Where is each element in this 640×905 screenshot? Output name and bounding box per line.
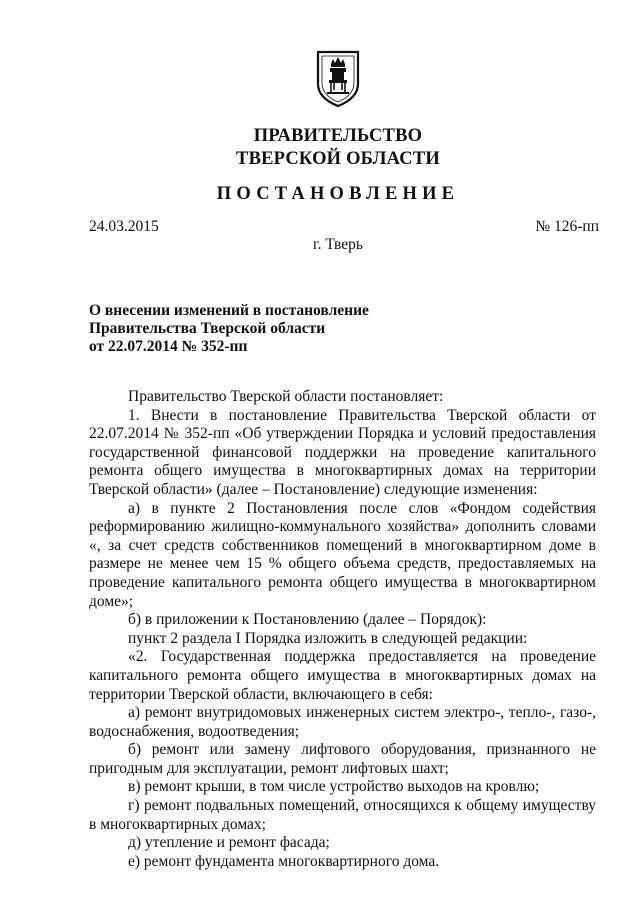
coat-of-arms-icon (315, 50, 361, 108)
organization-name-line2: ТВЕРСКОЙ ОБЛАСТИ (236, 149, 440, 169)
subject-line-3: от 22.07.2014 № 352-пп (89, 338, 248, 355)
document-subject (89, 302, 369, 356)
body-intro: Правительство Тверской области постановляет: (128, 388, 444, 405)
subject-line-2: Правительства Тверской области (89, 320, 326, 337)
organization-name-line1: ПРАВИТЕЛЬСТВО (253, 126, 423, 146)
body-point2-intro: пункт 2 раздела I Порядка изложить в следующей редакции: (128, 629, 528, 647)
body-sub-e: е) ремонт фундамента многоквартирного дома. (128, 852, 440, 870)
body-item-a: а) в пункте 2 Постановления после слов «Фондом содействия реформированию жилищно-коммунального хозяйства» дополнить словами «, за счет средств собственников помещений в многоквартирном доме в размере не менее чем 15 % общего объема средств, предоставляемых на проведение капитального ремонта общего имущества в многоквартирном доме»; (89, 499, 596, 610)
document-number: № 126-пп (535, 218, 599, 235)
body-sub-v: в) ремонт крыши, в том числе устройство выходов на кровлю; (128, 778, 540, 796)
body-sub-g: г) ремонт подвальных помещений, относящихся к общему имуществу в многоквартирных домах; (89, 797, 596, 833)
body-sub-d: д) утепление и ремонт фасада; (128, 834, 330, 852)
body-sub-a: а) ремонт внутридомовых инженерных систем электро-, тепло-, газо-, водоснабжения, водоотведения; (89, 704, 596, 740)
document-date: 24.03.2015 (89, 218, 159, 235)
body-point2-text: «2. Государственная поддержка предоставляется на проведение капитального ремонта общего имущества в многоквартирных домах на территории Тверской области, включающего в себя: (89, 648, 596, 703)
document-city: г. Тверь (313, 236, 363, 253)
document-body (89, 388, 596, 871)
subject-line-1: О внесении изменений в постановление (89, 302, 369, 319)
document-type: ПОСТАНОВЛЕНИЕ (216, 184, 460, 204)
body-item-b: б) в приложении к Постановлению (далее – Порядок): (128, 611, 487, 629)
body-sub-b: б) ремонт или замену лифтового оборудования, признанного не пригодным для эксплуатации, ремонт лифтовых шахт; (89, 741, 596, 777)
body-item-1: 1. Внести в постановление Правительства Тверской области от 22.07.2014 № 352-пп «Об утверждении Порядка и условий предоставления государственной финансовой поддержки на проведение капитального ремонта общего имущества в многоквартирных домах на территории Тверской области» (далее – Постановление) следующие изменения: (89, 406, 596, 498)
